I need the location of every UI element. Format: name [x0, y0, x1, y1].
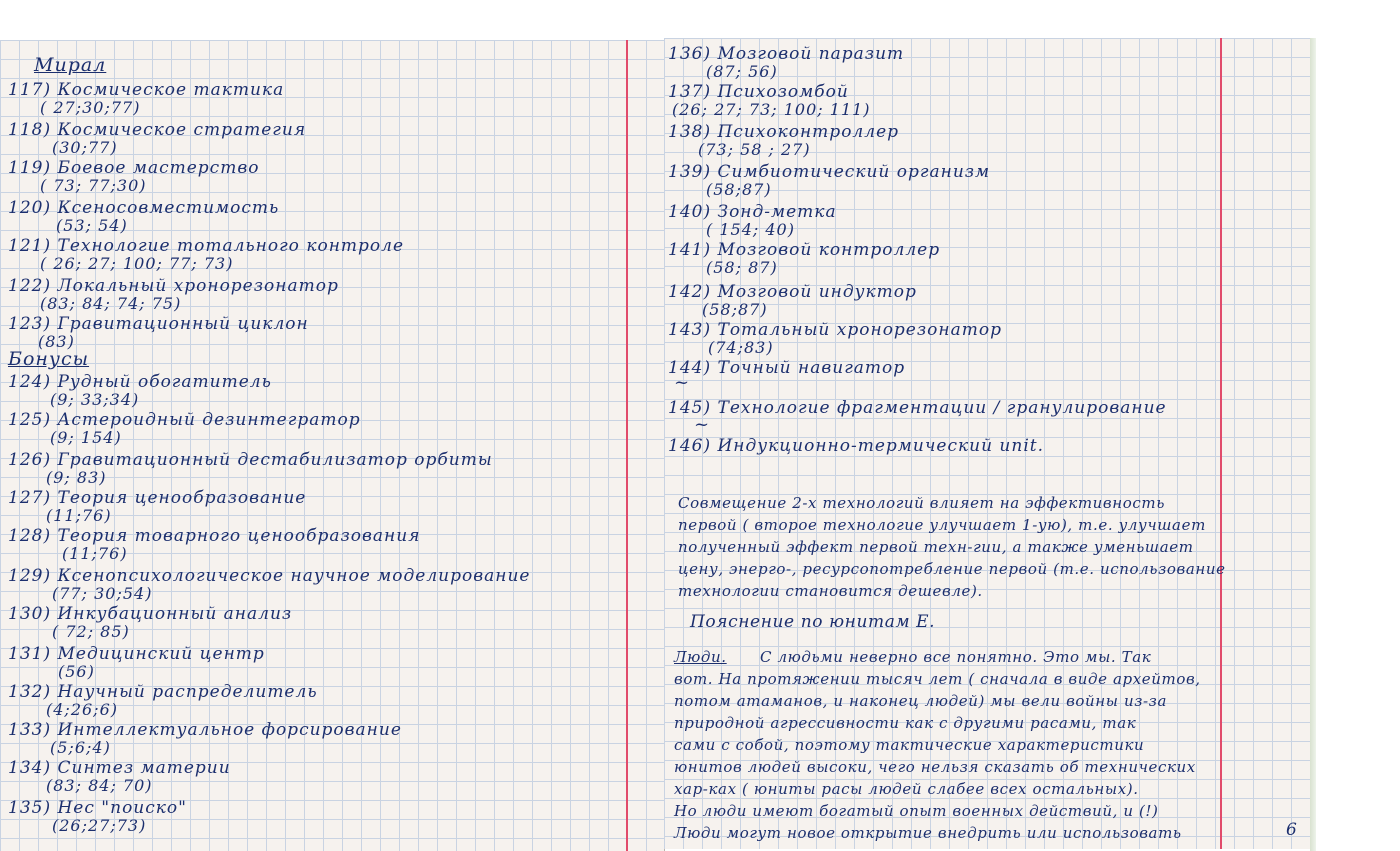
list-item-title: 133) Интеллектуальное форсирование: [8, 720, 402, 740]
list-item-title: 118) Космическое стратегия: [8, 120, 307, 140]
list-item-title: 144) Точный навигатор: [668, 358, 906, 378]
list-item-title: 142) Мозговой индуктор: [668, 282, 917, 302]
list-item-refs: ( 154; 40): [706, 220, 795, 239]
list-item-refs: (58;87): [706, 180, 772, 199]
page-number: 6: [1286, 820, 1298, 840]
list-item-refs: ~: [694, 414, 711, 435]
list-item-refs: (74;83): [708, 338, 774, 357]
list-item-title: 117) Космическое тактика: [8, 80, 285, 100]
list-item-refs: (87; 56): [706, 62, 778, 81]
list-item-refs: (77; 30;54): [52, 584, 153, 603]
list-item-title: 119) Боевое мастерство: [8, 158, 260, 178]
list-item-title: 126) Гравитационный дестабилизатор орбиты: [8, 450, 493, 470]
list-item-refs: (5;6;4): [50, 738, 111, 757]
paragraph-line: хар-ках ( юниты расы людей слабее всех остальных).: [674, 780, 1139, 798]
list-item-title: 146) Индукционно-термический unit.: [668, 436, 1045, 456]
page-edge: [1310, 38, 1316, 851]
list-item-refs: (83; 84; 74; 75): [40, 294, 182, 313]
list-item-title: 122) Локальный хронорезонатор: [8, 276, 339, 296]
left-margin-line: [626, 40, 628, 851]
list-item-title: 120) Ксеносовместимость: [8, 198, 280, 218]
list-item-title: 129) Ксенопсихологическое научное моделирование: [8, 566, 531, 586]
list-item-title: 131) Медицинский центр: [8, 644, 265, 664]
background-margin: [1310, 38, 1400, 851]
paragraph-line: потом атаманов, и наконец людей) мы вели войны из-за: [674, 692, 1167, 710]
list-item-refs: (56): [58, 662, 95, 681]
list-item-title: 130) Инкубационный анализ: [8, 604, 293, 624]
list-item-title: 136) Мозговой паразит: [668, 44, 905, 64]
list-item-title: 125) Астероидный дезинтегратор: [8, 410, 361, 430]
list-item-refs: (30;77): [52, 138, 118, 157]
list-item-refs: ( 26; 27; 100; 77; 73): [40, 254, 234, 273]
list-item-title: 143) Тотальный хронорезонатор: [668, 320, 1002, 340]
list-item-refs: (9; 83): [46, 468, 107, 487]
list-item-refs: ( 72; 85): [52, 622, 130, 641]
list-item-title: 139) Симбиотический организм: [668, 162, 991, 182]
list-item-title: 127) Теория ценообразование: [8, 488, 307, 508]
list-item-refs: (83; 84; 70): [46, 776, 153, 795]
paragraph-line: Но люди имеют богатый опыт военных действий, и (!): [674, 802, 1159, 820]
list-item-title: 137) Психозомбой: [668, 82, 849, 102]
paragraph-line: Совмещение 2-х технологий влияет на эффективность: [678, 494, 1165, 512]
list-item-title: 145) Технологие фрагментации / гранулирование: [668, 398, 1167, 418]
paragraph-line: юнитов людей высоки, чего нельзя сказать об технических: [674, 758, 1196, 776]
list-item-refs: ( 73; 77;30): [40, 176, 147, 195]
list-item-refs: (53; 54): [56, 216, 128, 235]
humans-heading: Люди.: [674, 648, 727, 666]
units-explanation-heading: Пояснение по юнитам Е.: [690, 612, 936, 632]
list-item-refs: (11;76): [62, 544, 128, 563]
paragraph-line: сами с собой, поэтому тактические характеристики: [674, 736, 1145, 754]
list-item-refs: (9; 33;34): [50, 390, 140, 409]
paragraph-line: вот. На протяжении тысяч лет ( сначала в виде архейтов,: [674, 670, 1201, 688]
list-item-title: 134) Синтез материи: [8, 758, 231, 778]
list-item-title: 140) Зонд-метка: [668, 202, 837, 222]
list-item-title: 141) Мозговой контроллер: [668, 240, 941, 260]
list-item-refs: (73; 58 ; 27): [698, 140, 811, 159]
list-item-title: 135) Нес "поиско": [8, 798, 187, 818]
list-item-title: 121) Технологие тотального контроле: [8, 236, 405, 256]
right-notebook-page: [664, 38, 1310, 849]
section-heading-miral: Мирал: [34, 54, 107, 76]
list-item-refs: (83): [38, 332, 75, 351]
list-item-title: 128) Теория товарного ценообразования: [8, 526, 421, 546]
list-item-refs: (4;26;6): [46, 700, 118, 719]
paragraph-line: полученный эффект первой техн-гии, а также уменьшает: [678, 538, 1194, 556]
paragraph-line: первой ( второе технологие улучшает 1-ую), т.е. улучшает: [678, 516, 1206, 534]
list-item-refs: ~: [674, 372, 691, 393]
list-item-refs: (26;27;73): [52, 816, 147, 835]
list-item-refs: (58;87): [702, 300, 768, 319]
list-item-refs: ( 27;30;77): [40, 98, 141, 117]
list-item-refs: (26; 27; 73; 100; 111): [672, 100, 871, 119]
list-item-refs: (11;76): [46, 506, 112, 525]
paragraph-line: Люди могут новое открытие внедрить или использовать: [674, 824, 1182, 842]
right-margin-line: [1220, 38, 1222, 849]
list-item-title: 123) Гравитационный циклон: [8, 314, 309, 334]
section-heading-bonuses: Бонусы: [8, 348, 90, 370]
list-item-refs: (9; 154): [50, 428, 122, 447]
paragraph-line: технологии становится дешевле).: [678, 582, 983, 600]
list-item-title: 138) Психоконтроллер: [668, 122, 900, 142]
left-notebook-page: [0, 40, 665, 851]
paragraph-line: С людьми неверно все понятно. Это мы. Так: [760, 648, 1152, 666]
paragraph-line: природной агрессивности как с другими расами, так: [674, 714, 1137, 732]
list-item-refs: (58; 87): [706, 258, 778, 277]
list-item-title: 132) Научный распределитель: [8, 682, 318, 702]
paragraph-line: цену, энерго-, ресурсопотребление первой (т.е. использование: [678, 560, 1226, 578]
list-item-title: 124) Рудный обогатитель: [8, 372, 272, 392]
